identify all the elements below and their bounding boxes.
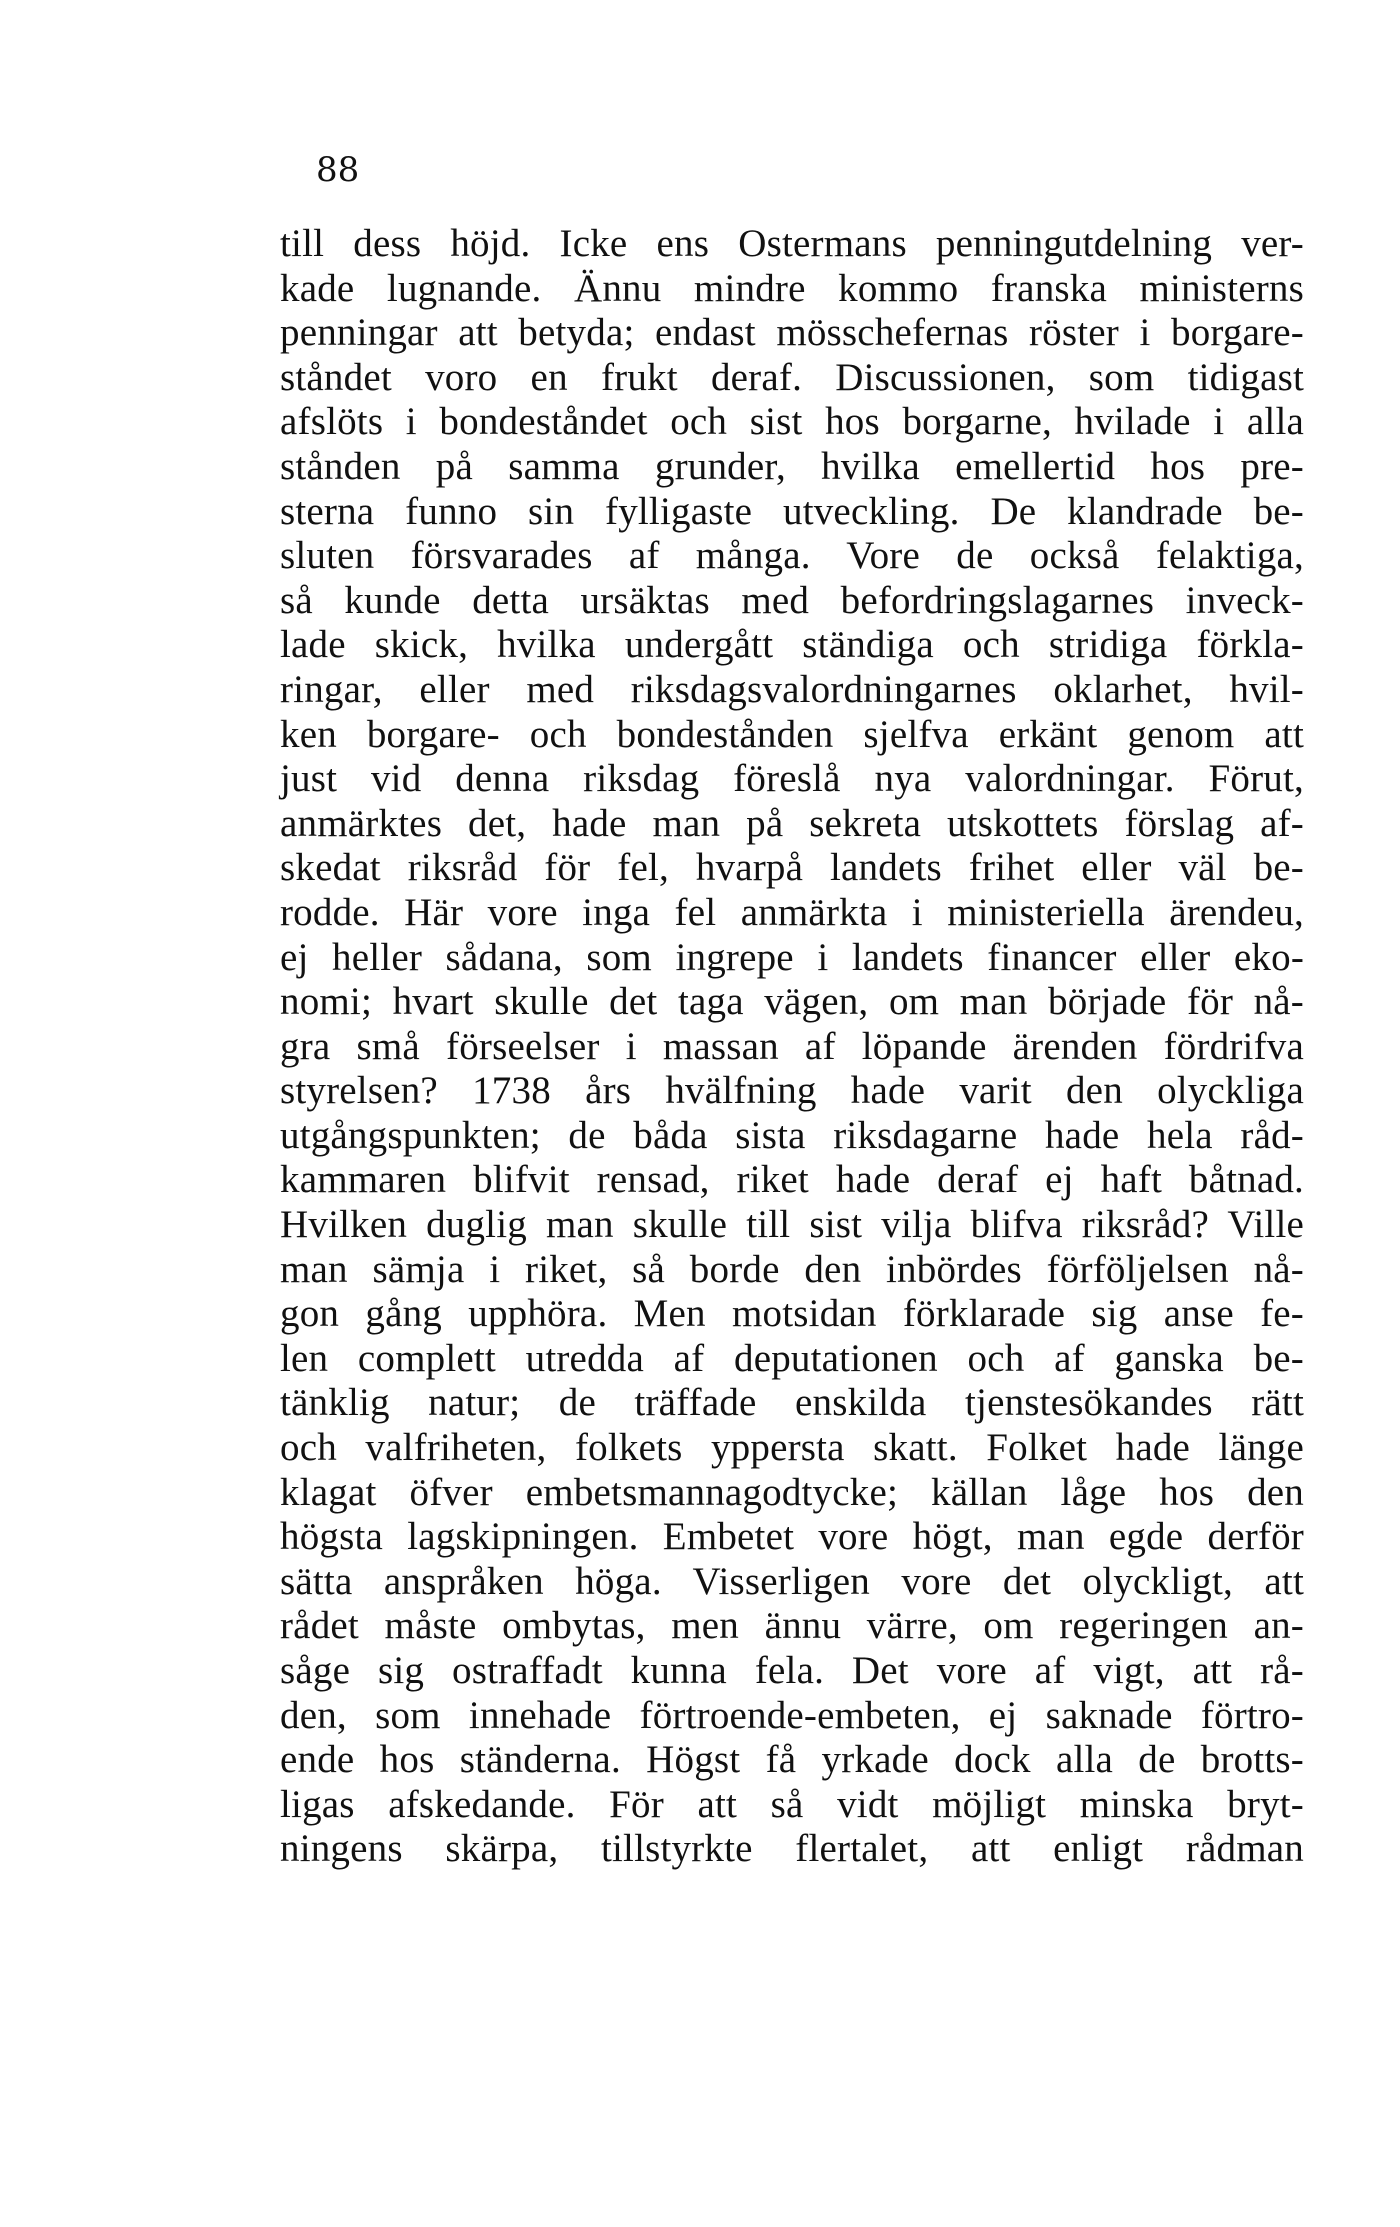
text-line: styrelsen? 1738 års hvälfning hade varit den olyckliga (280, 1069, 1304, 1113)
text-line: så kunde detta ursäktas med befordringslagarnes inveck- (280, 578, 1304, 622)
text-line: gon gång upphöra. Men motsidan förklarade sig anse fe- (280, 1292, 1304, 1336)
text-line: till dess höjd. Icke ens Ostermans penningutdelning ver- (280, 222, 1304, 265)
text-line: ligas afskedande. För att så vidt möjligt minska bryt- (280, 1782, 1304, 1826)
text-line: ståndet voro en frukt deraf. Discussionen, som tidigast (280, 355, 1304, 399)
text-line: kade lugnande. Ännu mindre kommo franska ministerns (280, 266, 1304, 310)
text-line: lade skick, hvilka undergått ständiga och stridiga förkla- (280, 623, 1304, 667)
text-line: utgångspunkten; de båda sista riksdagarne hade hela råd- (280, 1113, 1304, 1157)
text-line: tänklig natur; de träffade enskilda tjenstesökandes rätt (280, 1381, 1304, 1425)
body-text (280, 222, 1304, 1872)
text-line: nomi; hvart skulle det taga vägen, om man började för nå- (280, 980, 1304, 1024)
text-line: stånden på samma grunder, hvilka emellertid hos pre- (280, 444, 1304, 488)
text-line: ken borgare- och bondestånden sjelfva erkänt genom att (280, 712, 1304, 756)
text-line: klagat öfver embetsmannagodtycke; källan låge hos den (280, 1470, 1304, 1514)
text-line: den, som innehade förtroende-embeten, ej saknade förtro- (280, 1693, 1304, 1737)
text-line: just vid denna riksdag föreslå nya valordningar. Förut, (280, 757, 1304, 801)
text-line: afslöts i bondeståndet och sist hos borgarne, hvilade i alla (280, 400, 1304, 444)
text-line: och valfriheten, folkets yppersta skatt. Folket hade länge (280, 1426, 1304, 1470)
text-line: såge sig ostraffadt kunna fela. Det vore af vigt, att rå- (280, 1649, 1304, 1692)
text-line: sterna funno sin fylligaste utveckling. De klandrade be- (280, 489, 1304, 533)
text-line: ende hos ständerna. Högst få yrkade dock alla de brotts- (280, 1738, 1304, 1782)
text-line: ringar, eller med riksdagsvalordningarnes oklarhet, hvil- (280, 667, 1304, 711)
text-line: högsta lagskipningen. Embetet vore högt, man egde derför (280, 1515, 1304, 1559)
text-line: ningens skärpa, tillstyrkte flertalet, att enligt rådman (280, 1827, 1304, 1871)
text-line: kammaren blifvit rensad, riket hade deraf ej haft båtnad. (280, 1158, 1304, 1202)
text-line: rodde. Här vore inga fel anmärkta i ministeriella ärendeu, (280, 890, 1304, 934)
text-line: rådet måste ombytas, men ännu värre, om regeringen an- (280, 1604, 1304, 1648)
text-line: anmärktes det, hade man på sekreta utskottets förslag af- (280, 801, 1304, 845)
text-line: len complett utredda af deputationen och af ganska be- (280, 1336, 1304, 1380)
text-line: skedat riksråd för fel, hvarpå landets frihet eller väl be- (280, 846, 1304, 890)
text-line: sätta anspråken höga. Visserligen vore det olyckligt, att (280, 1559, 1304, 1603)
text-line: sluten försvarades af många. Vore de också felaktiga, (280, 534, 1304, 578)
text-line: ej heller sådana, som ingrepe i landets financer eller eko- (280, 935, 1304, 979)
page-number: 88 (316, 150, 360, 190)
text-line: gra små förseelser i massan af löpande ärenden fördrifva (280, 1024, 1304, 1068)
text-line: man sämja i riket, så borde den inbördes förföljelsen nå- (280, 1247, 1304, 1291)
text-line: penningar att betyda; endast mösschefernas röster i borgare- (280, 311, 1304, 355)
text-line: Hvilken duglig man skulle till sist vilja blifva riksråd? Ville (280, 1203, 1304, 1247)
